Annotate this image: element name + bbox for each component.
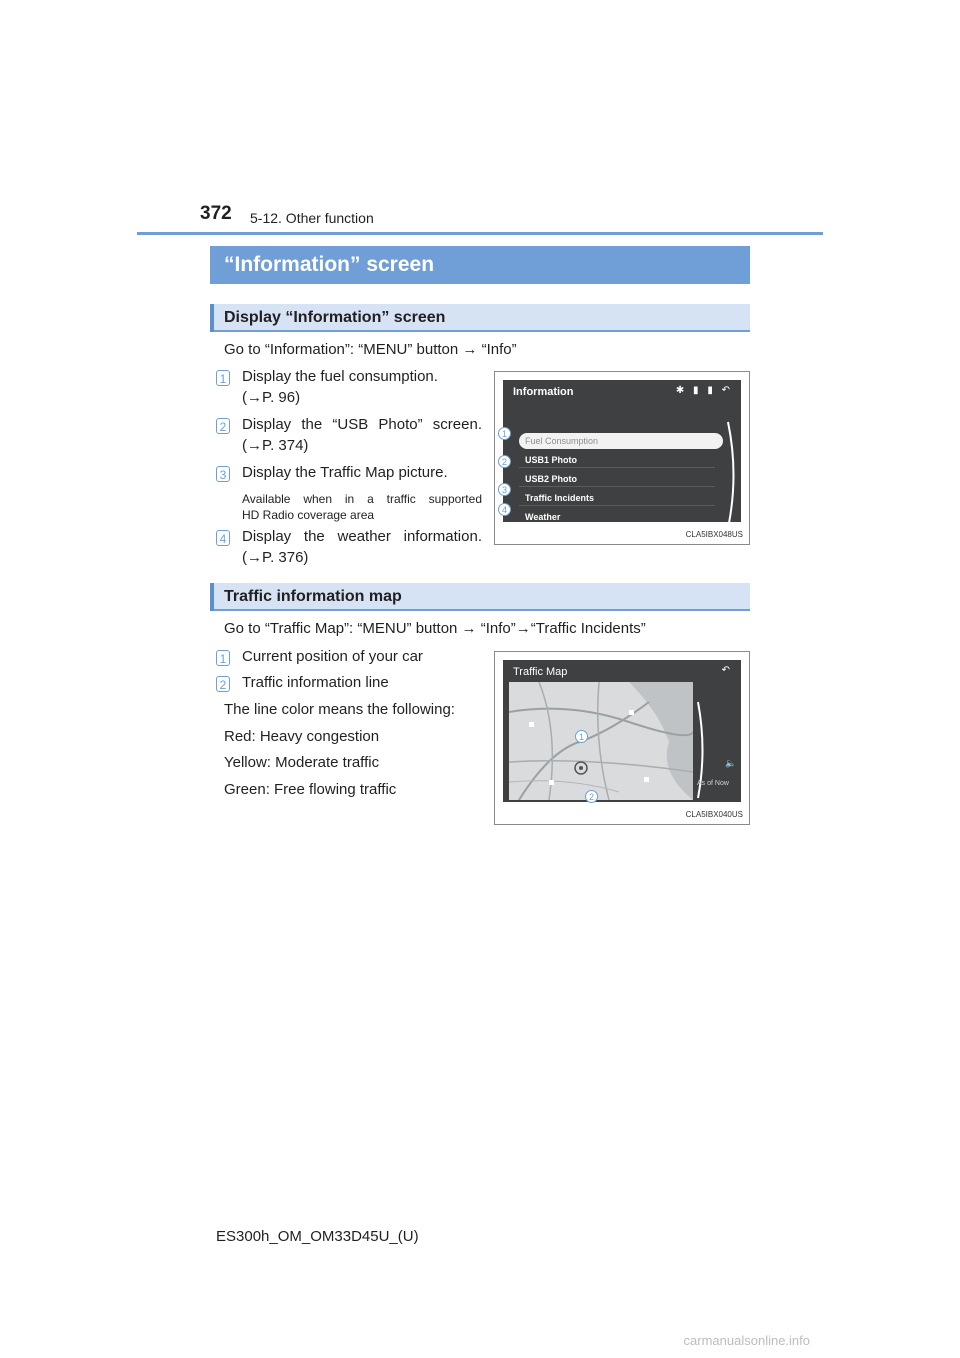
item-number-badge: 4	[216, 530, 230, 546]
list-item: Traffic information line	[242, 674, 389, 691]
header-rule	[137, 232, 823, 235]
menu-item-usb1-photo[interactable]: USB1 Photo	[519, 452, 715, 468]
figure-caption: CLA5IBX048US	[685, 530, 743, 539]
menu-item-traffic-incidents[interactable]: Traffic Incidents	[519, 490, 715, 506]
note-text: Yellow: Moderate traffic	[224, 754, 380, 771]
callout-marker: 1	[575, 730, 588, 743]
page-reference: (→P. 376)	[242, 549, 309, 566]
note-text: Green: Free flowing traffic	[224, 781, 397, 798]
document-code: ES300h_OM_OM33D45U_(U)	[216, 1228, 419, 1245]
item-number-badge: 1	[216, 370, 230, 386]
note-text: Available when in a traffic supported	[242, 492, 482, 506]
screen-title: Information	[513, 386, 574, 398]
status-icons: ✱ ▮ ▮ ↶	[675, 385, 733, 396]
figure-caption: CLA5IBX040US	[685, 810, 743, 819]
traffic-map-screen	[503, 660, 741, 802]
information-screen-figure	[494, 371, 750, 545]
callout-marker: 4	[498, 503, 511, 516]
menu-item-usb2-photo[interactable]: USB2 Photo	[519, 471, 715, 487]
list-item: Current position of your car	[242, 648, 423, 665]
callout-marker: 2	[585, 790, 598, 803]
note-text: The line color means the following:	[224, 701, 455, 718]
status-text: As of Now	[697, 780, 729, 787]
callout-marker: 1	[498, 427, 511, 440]
list-item: Display the “USB Photo” screen.	[242, 416, 482, 433]
traffic-intro: Go to “Traffic Map”: “MENU” button → “Info”→“Traffic Incidents”	[224, 620, 646, 637]
subheading-display-information: Display “Information” screen	[210, 304, 750, 332]
item-number-badge: 2	[216, 418, 230, 434]
sound-icon[interactable]: 🔈	[725, 758, 737, 768]
item-number-badge: 3	[216, 466, 230, 482]
scroll-arc	[725, 420, 741, 522]
display-intro: Go to “Information”: “MENU” button → “Info”	[224, 341, 517, 358]
item-number-badge: 2	[216, 676, 230, 692]
watermark: carmanualsonline.info	[683, 1333, 810, 1348]
menu-item-fuel-consumption[interactable]: Fuel Consumption	[519, 433, 723, 449]
page-number: 372	[200, 203, 232, 224]
traffic-map-figure	[494, 651, 750, 825]
note-text: HD Radio coverage area	[242, 508, 375, 522]
note-text: Red: Heavy congestion	[224, 728, 380, 745]
list-item: Display the fuel consumption.	[242, 368, 438, 385]
callout-marker: 3	[498, 483, 511, 496]
page-reference: (→P. 96)	[242, 389, 301, 406]
screen-title: Traffic Map	[513, 666, 568, 678]
list-item: Display the weather information.	[242, 528, 482, 545]
page-reference: (→P. 374)	[242, 437, 309, 454]
callout-marker: 2	[498, 455, 511, 468]
subheading-traffic-map: Traffic information map	[210, 583, 750, 611]
back-icon[interactable]: ↶	[721, 665, 733, 676]
information-screen	[503, 380, 741, 522]
list-item: Display the Traffic Map picture.	[242, 464, 448, 481]
item-number-badge: 1	[216, 650, 230, 666]
menu-item-weather[interactable]: Weather	[519, 509, 715, 522]
section-label: 5-12. Other function	[250, 210, 374, 226]
page-title: “Information” screen	[210, 246, 750, 284]
traffic-map[interactable]	[509, 682, 693, 800]
